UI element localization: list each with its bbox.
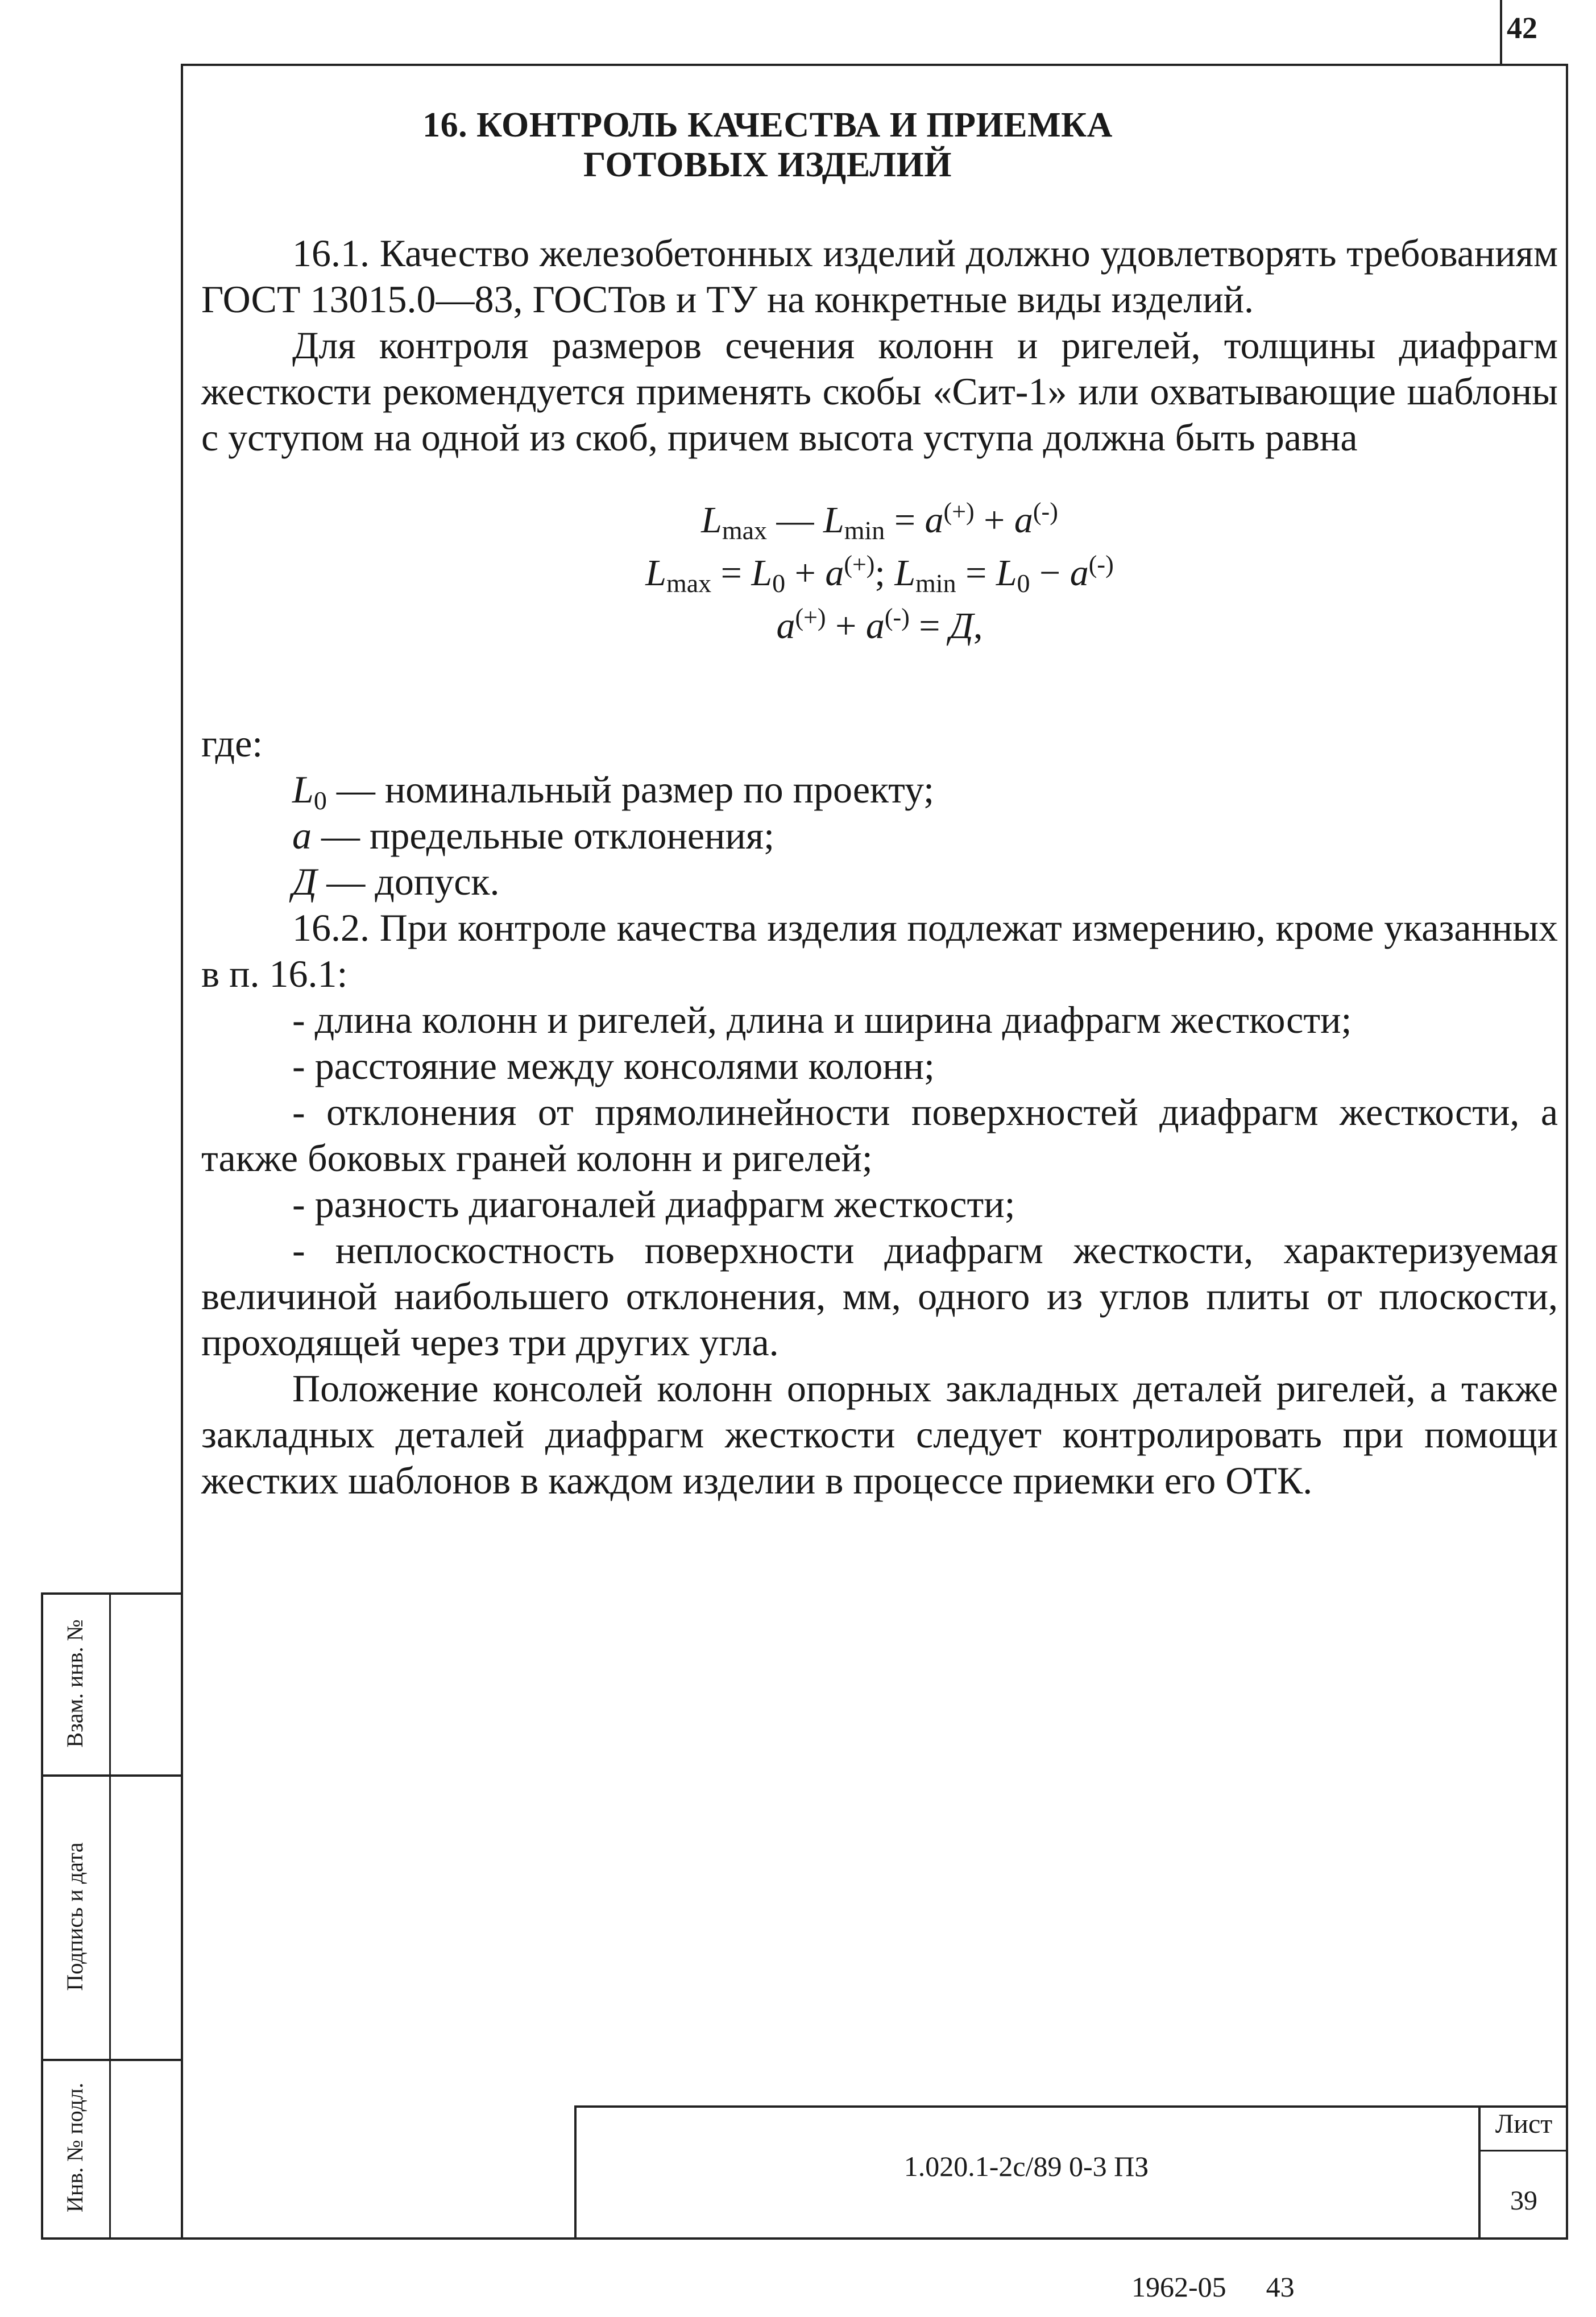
side-block-divider-1 <box>41 1774 183 1777</box>
list-item: - длина колонн и ригелей, длина и ширина диафрагм жесткости; <box>292 998 1352 1041</box>
list-item: - отклонения от прямолинейности поверхностей диафрагм жесткости, а также боковых граней колонн и ригелей; <box>201 1090 1558 1180</box>
sheet-number: 39 <box>1510 2186 1537 2216</box>
page-footer <box>1131 2270 1334 2303</box>
list-item: - расстояние между консолями колонн; <box>292 1044 935 1087</box>
side-label-vzam-inv: Взам. инв. № <box>62 1619 88 1748</box>
formula-line-1: $L_{max}$ — $L_{min} = a^{(+)} + a^{(-)}$ <box>701 498 1058 545</box>
definition-a: а — предельные отклонения; <box>292 814 774 857</box>
footer-code: 1962-05 <box>1131 2271 1226 2303</box>
sheet-label: Лист <box>1495 2109 1553 2139</box>
stamp-sheet-row-line <box>1478 2150 1568 2152</box>
formula-line-3: a(+) + a(-) = Д, <box>776 603 983 647</box>
paragraph-templates: Положение консолей колонн опорных закладных деталей ригелей, а также закладных деталей диафрагм жесткости следует контролировать при помощи жестких шаблонов в каждом изделии в процессе приемки его ОТК. <box>201 1367 1558 1502</box>
paragraph-16-1: 16.1. Качество железобетонных изделий должно удовлетворять требованиям ГОСТ 13015.0—83, ГОСТов и ТУ на конкретные виды изделий. <box>201 231 1558 321</box>
side-block-top <box>41 1592 183 1595</box>
footer-page: 43 <box>1266 2271 1295 2303</box>
paragraph-control-tools: Для контроля размеров сечения колонн и ригелей, толщины диафрагм жесткости рекомендуется применять скобы «Сит-1» или охватывающие шаблоны с уступом на одной из скоб, причем высота уступа должна быть равна <box>201 324 1558 459</box>
side-label-inv-podl: Инв. № подл. <box>62 2083 88 2212</box>
side-block-inner-line <box>109 1592 111 2240</box>
section-title: 16. КОНТРОЛЬ КАЧЕСТВА И ПРИЕМКА ГОТОВЫХ ИЗДЕЛИЙ <box>422 106 1113 184</box>
list-item: - неплоскостность поверхности диафрагм жесткости, характеризуемая величиной наибольшего отклонения, мм, одного из углов плиты от плоскости, проходящей через три других угла. <box>201 1228 1558 1364</box>
frame-bottom-line <box>41 2237 1568 2240</box>
stamp-top-line <box>574 2105 1568 2108</box>
list-item: - разность диагоналей диафрагм жесткости; <box>292 1182 1015 1226</box>
definition-l0: $L_0$ — номинальный размер по проекту; <box>292 768 934 815</box>
side-label-podpis-data: Подпись и дата <box>62 1842 88 1991</box>
frame-right-line <box>1566 64 1568 2240</box>
paragraph-16-2: 16.2. При контроле качества изделия подлежат измерению, кроме указанных в п. 16.1: <box>201 906 1558 995</box>
frame-top-line <box>181 64 1568 66</box>
stamp-sheet-divider <box>1478 2105 1481 2240</box>
document-body <box>201 230 1558 1504</box>
formula-block <box>201 494 1558 652</box>
frame-left-line <box>181 64 183 2240</box>
formula-line-2: $L_{max} = L_0 + a^{(+)}$; $L_{min} = L_0 - a^{(-)}$ <box>645 551 1114 598</box>
document-code: 1.020.1-2с/89 0-3 ПЗ <box>903 2150 1149 2182</box>
side-block-outer-left <box>41 1592 43 2240</box>
page-number: 42 <box>1507 11 1537 45</box>
definition-d: Д — допуск. <box>292 860 500 903</box>
side-block-divider-2 <box>41 2059 183 2061</box>
page-number-divider <box>1500 0 1502 64</box>
where-label: где: <box>201 722 263 765</box>
